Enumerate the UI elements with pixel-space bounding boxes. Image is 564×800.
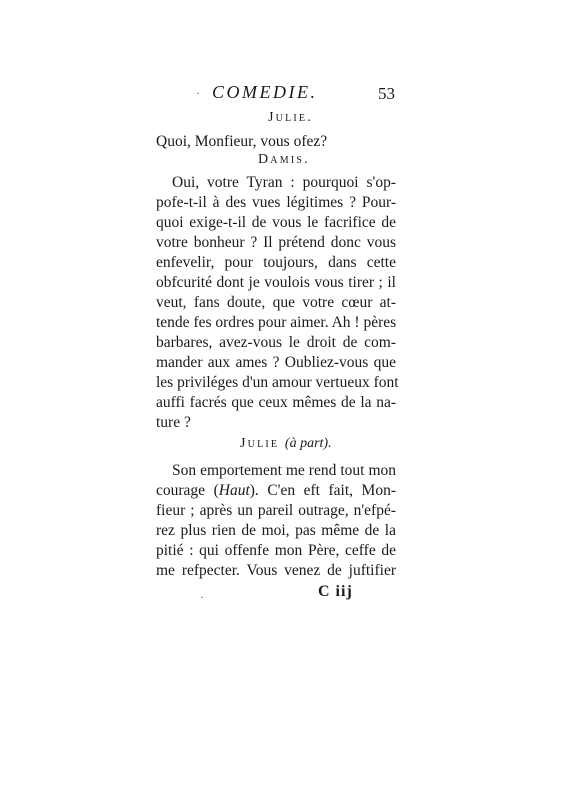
speaker-name: Julie [240, 436, 280, 451]
stage-direction-haut: Haut [218, 482, 250, 499]
speaker-julie: Julie. [268, 110, 313, 125]
damis-line: votre bonheur ? Il prétend donc vous [156, 234, 396, 251]
signature-mark: C iij [318, 583, 353, 600]
damis-line: obfcurité dont je voulois vous tirer ; il [156, 274, 396, 291]
julie-line: Quoi, Monfieur, vous ofez? [156, 133, 328, 150]
decorative-dot: · [200, 590, 204, 604]
julie-speech-line: rez plus rien de moi, pas même de la [156, 522, 396, 539]
damis-line: barbares, avez-vous le droit de com- [156, 334, 396, 351]
julie-speech-line: me refpecter. Vous venez de juftifier [156, 562, 396, 579]
damis-line: Oui, votre Tyran : pourquoi s'op- [172, 174, 396, 191]
damis-line: pofe-t-il à des vues légitimes ? Pour- [156, 194, 396, 211]
speaker-damis: Damis. [258, 152, 310, 167]
damis-line: ture ? [156, 414, 191, 431]
damis-line: veut, fans doute, que votre cœur at- [156, 294, 396, 311]
damis-line: les priviléges d'un amour vertueux font [156, 374, 399, 391]
julie-speech-line: pitié : qui offenfe mon Père, ceffe de [156, 542, 396, 559]
damis-line: enfevelir, pour toujours, dans cette [156, 254, 396, 271]
text-fragment: ). C'en eft fait, Mon- [249, 482, 396, 499]
julie-speech-line [156, 481, 396, 501]
speaker-julie-aside [240, 436, 332, 452]
damis-line: auffi facrés que ceux mêmes de la na- [156, 394, 396, 411]
text-fragment: courage ( [156, 482, 219, 499]
damis-line: mander aux ames ? Oubliez-vous que [156, 354, 396, 371]
page-number: 53 [378, 84, 395, 103]
julie-speech-line: fieur ; après un pareil outrage, n'efpé- [156, 502, 396, 519]
stage-direction: (à part). [284, 436, 332, 451]
damis-line: tende fes ordres pour aimer. Ah ! pères [156, 314, 397, 331]
damis-line: quoi exige-t-il de vous le facrifice de [156, 214, 396, 231]
julie-speech-line: Son emportement me rend tout mon [172, 462, 396, 479]
running-head: COMEDIE. [212, 82, 318, 102]
decorative-dot: · [196, 86, 200, 100]
